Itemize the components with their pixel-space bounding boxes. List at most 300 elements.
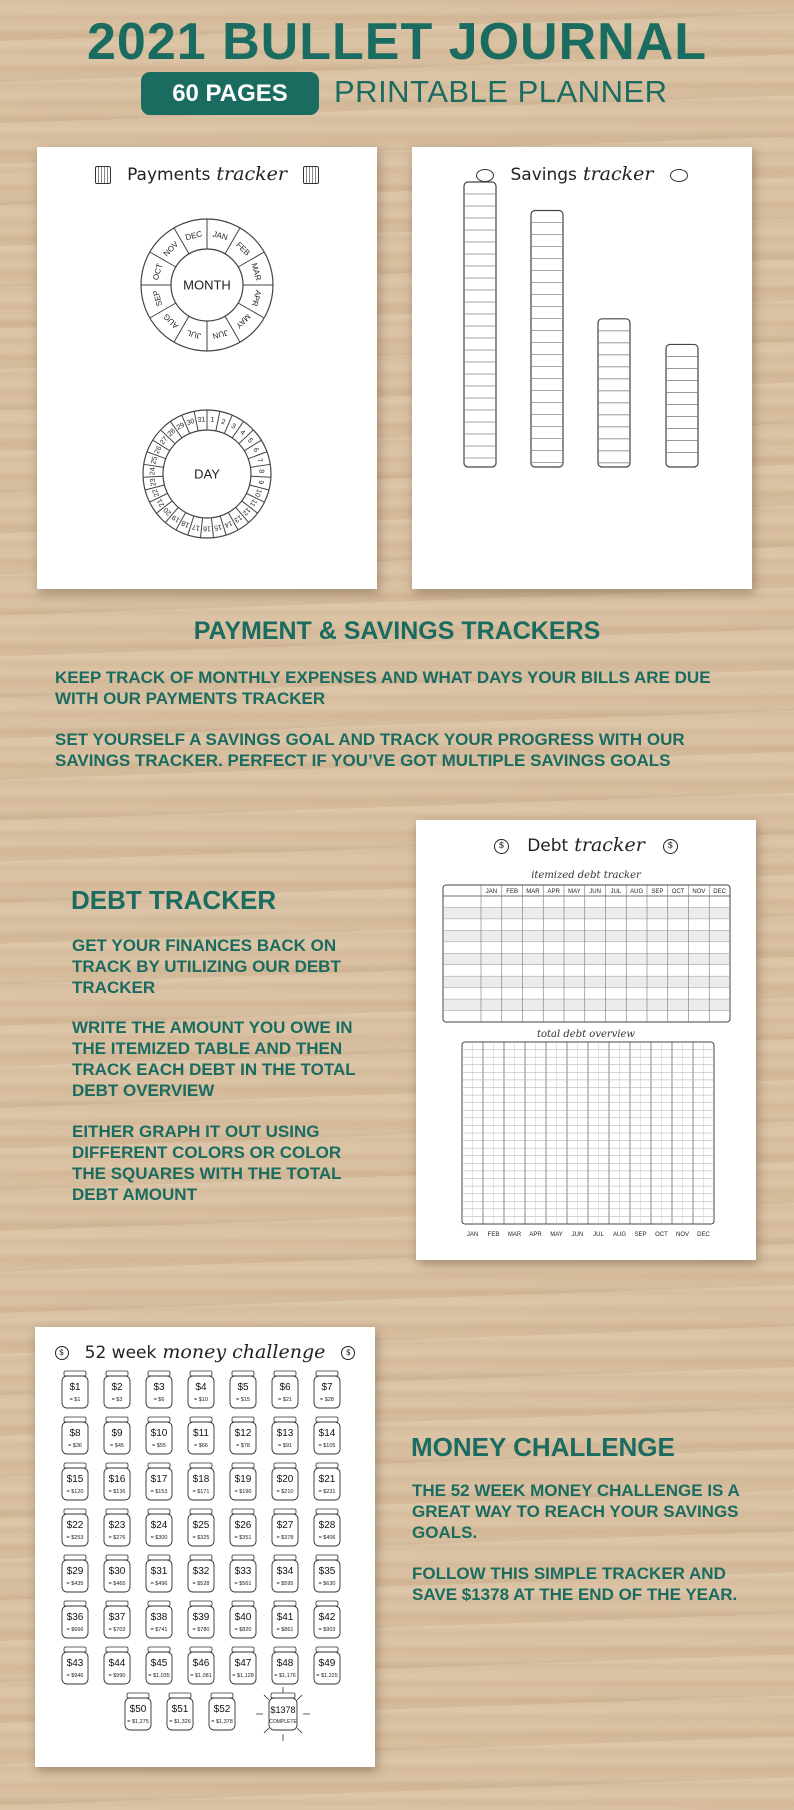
- jar: [167, 1693, 193, 1730]
- jar-amount: $20: [276, 1474, 294, 1485]
- jar-amount: $35: [318, 1566, 336, 1577]
- jar: [188, 1417, 214, 1454]
- month-wheel-label: DEC: [184, 229, 204, 243]
- jar-running-total: = $15: [236, 1397, 250, 1403]
- month-wheel-center-label: MONTH: [183, 277, 231, 293]
- day-wheel: [143, 410, 271, 538]
- jar-lid: [106, 1509, 128, 1514]
- jar-running-total: = $91: [278, 1443, 292, 1449]
- jar-running-total: = $990: [108, 1673, 126, 1679]
- jar: [146, 1463, 172, 1500]
- savings-bar-outline: [666, 344, 698, 467]
- itemized-caption: itemized debt tracker: [531, 870, 641, 881]
- month-wheel-label: APR: [249, 289, 263, 308]
- challenge-jars: [35, 1327, 375, 1767]
- jar: [272, 1647, 298, 1684]
- final-jar-ray: [264, 1695, 269, 1700]
- payments-tracker-sheet: [37, 147, 377, 589]
- challenge-description-1: THE 52 WEEK MONEY CHALLENGE IS A GREAT WAY TO REACH YOUR SAVINGS GOALS.: [412, 1481, 740, 1542]
- jar-amount: $29: [66, 1566, 84, 1577]
- day-wheel-divider: [224, 415, 232, 433]
- itemized-month-label: FEB: [506, 889, 518, 895]
- jar-running-total: = $351: [234, 1535, 252, 1541]
- jar-lid: [274, 1509, 296, 1514]
- jar: [272, 1417, 298, 1454]
- money-challenge-sheet: [35, 1327, 375, 1767]
- jar-amount: $21: [318, 1474, 336, 1485]
- debt-sheet-title: $ Debt tracker $: [416, 834, 756, 856]
- day-wheel-label: 30: [186, 417, 196, 427]
- jar: [230, 1417, 256, 1454]
- day-wheel-divider: [216, 411, 220, 431]
- jar: [188, 1555, 214, 1592]
- jar-lid: [106, 1417, 128, 1422]
- jar: [62, 1371, 88, 1408]
- day-wheel-label: 19: [170, 513, 182, 524]
- day-wheel-label: 5: [245, 437, 254, 445]
- jar: [146, 1417, 172, 1454]
- day-wheel-divider: [248, 452, 267, 459]
- jar-amount: $47: [234, 1658, 252, 1669]
- challenge-description-2: FOLLOW THIS SIMPLE TRACKER AND SAVE $1378 AT THE END OF THE YEAR.: [412, 1564, 738, 1604]
- jar: [104, 1509, 130, 1546]
- overview-month-label: APR: [529, 1232, 542, 1238]
- jar-amount: $5: [237, 1382, 249, 1393]
- jar: [62, 1463, 88, 1500]
- savings-bar: [598, 319, 630, 467]
- itemized-row-shade: [444, 953, 729, 964]
- jar-lid: [190, 1601, 212, 1606]
- jar-lid: [64, 1417, 86, 1422]
- jar-running-total: = $231: [318, 1489, 336, 1495]
- itemized-month-label: DEC: [713, 889, 726, 895]
- savings-bar: [666, 344, 698, 467]
- jar-amount: $51: [171, 1704, 189, 1715]
- jar-amount: $24: [150, 1520, 168, 1531]
- jar: [230, 1647, 256, 1684]
- jar-amount: $6: [279, 1382, 291, 1393]
- jar-amount: $3: [153, 1382, 165, 1393]
- jar-lid: [148, 1509, 170, 1514]
- jar-lid: [64, 1555, 86, 1560]
- jar-amount: $30: [108, 1566, 126, 1577]
- itemized-row-shade: [444, 930, 729, 941]
- debt-description-1: GET YOUR FINANCES BACK ON TRACK BY UTILIZING OUR DEBT TRACKER: [72, 936, 341, 997]
- final-jar: [256, 1687, 310, 1741]
- challenge-sheet-title: $ 52 week money challenge $: [35, 1341, 375, 1363]
- jar-amount: $34: [276, 1566, 294, 1577]
- day-wheel-label: 26: [153, 445, 164, 456]
- section-heading-debt: DEBT TRACKER: [71, 885, 277, 915]
- overview-month-label: DEC: [697, 1232, 710, 1238]
- jar: [272, 1463, 298, 1500]
- jar-running-total: = $1,326: [169, 1719, 191, 1725]
- jar-amount: $36: [66, 1612, 84, 1623]
- jar-running-total: = $28: [320, 1397, 334, 1403]
- month-wheel-label: AUG: [161, 311, 181, 331]
- itemized-month-label: NOV: [692, 889, 706, 895]
- jar-running-total: = $120: [66, 1489, 84, 1495]
- month-wheel-label: OCT: [151, 262, 165, 282]
- itemized-month-label: JAN: [485, 889, 498, 895]
- subtitle: PRINTABLE PLANNER: [334, 74, 668, 109]
- jar-amount: $31: [150, 1566, 168, 1577]
- day-wheel-label: 23: [149, 477, 158, 487]
- month-wheel-label: JUN: [211, 327, 229, 341]
- jar-amount: $25: [192, 1520, 210, 1531]
- jar-amount: $32: [192, 1566, 210, 1577]
- dollar-coin-icon: $: [55, 1346, 69, 1360]
- jar: [230, 1509, 256, 1546]
- day-wheel-divider: [250, 464, 270, 467]
- debt-tables: [416, 820, 756, 1260]
- day-wheel-label: 18: [180, 518, 191, 529]
- final-jar-ray: [297, 1695, 302, 1700]
- jar: [104, 1555, 130, 1592]
- jar-running-total: = $6: [153, 1397, 165, 1403]
- final-jar-ray: [297, 1728, 302, 1733]
- jar-running-total: = $36: [68, 1443, 82, 1449]
- itemized-month-label: APR: [547, 889, 560, 895]
- jar-running-total: = $630: [318, 1581, 336, 1587]
- jar: [209, 1693, 235, 1730]
- jar-running-total: = $1,225: [316, 1673, 338, 1679]
- jar: [62, 1601, 88, 1638]
- jar-lid: [148, 1371, 170, 1376]
- jar-running-total: = $780: [192, 1627, 210, 1633]
- jar-running-total: = $465: [108, 1581, 126, 1587]
- jar-lid: [274, 1417, 296, 1422]
- pages-badge: 60 PAGES: [141, 72, 319, 115]
- jar-lid: [106, 1647, 128, 1652]
- jar: [62, 1509, 88, 1546]
- jar-lid: [190, 1371, 212, 1376]
- jar-running-total: = $153: [150, 1489, 168, 1495]
- jar-lid: [316, 1601, 338, 1606]
- jar-running-total: = $435: [66, 1581, 84, 1587]
- debt-description-3: EITHER GRAPH IT OUT USING DIFFERENT COLORS OR COLOR THE SQUARES WITH THE TOTAL DEBT AMOUNT: [72, 1122, 342, 1204]
- day-wheel-label: 14: [223, 518, 234, 529]
- savings-bar-outline: [598, 319, 630, 467]
- jar-running-total: = $741: [150, 1627, 168, 1633]
- day-wheel-label: 17: [191, 522, 201, 532]
- jar-amount: $2: [111, 1382, 123, 1393]
- jar: [188, 1463, 214, 1500]
- jar-running-total: = $820: [234, 1627, 252, 1633]
- jar-amount: $26: [234, 1520, 252, 1531]
- jar-amount: $45: [150, 1658, 168, 1669]
- jar: [230, 1371, 256, 1408]
- itemized-table: [443, 885, 730, 1022]
- jar-running-total: = $595: [276, 1581, 294, 1587]
- jar-lid: [148, 1647, 170, 1652]
- jar-amount: $42: [318, 1612, 336, 1623]
- jar-running-total: = $1,128: [232, 1673, 254, 1679]
- section-heading-payments: PAYMENT & SAVINGS TRACKERS: [193, 617, 601, 645]
- jar-lid: [64, 1601, 86, 1606]
- jar-amount: $13: [276, 1428, 294, 1439]
- jar-running-total: = $1,035: [148, 1673, 170, 1679]
- itemized-month-label: OCT: [671, 889, 685, 895]
- jar-lid: [190, 1463, 212, 1468]
- jar: [188, 1371, 214, 1408]
- jar-lid: [316, 1509, 338, 1514]
- jar-running-total: = $1,275: [127, 1719, 149, 1725]
- savings-bar-outline: [464, 182, 496, 467]
- jar: [62, 1555, 88, 1592]
- jar-running-total: = $903: [318, 1627, 336, 1633]
- overview-month-label: FEB: [487, 1232, 500, 1238]
- jar-amount: $19: [234, 1474, 252, 1485]
- jar-running-total: = $55: [152, 1443, 166, 1449]
- payments-sheet-title: Payments tracker: [37, 163, 377, 185]
- day-wheel-label: 28: [166, 427, 178, 439]
- overview-month-label: JUL: [593, 1232, 604, 1238]
- jar: [272, 1601, 298, 1638]
- jar: [104, 1371, 130, 1408]
- jar: [314, 1647, 340, 1684]
- jar-lid: [316, 1647, 338, 1652]
- jar: [230, 1555, 256, 1592]
- jar-lid: [211, 1693, 233, 1698]
- jar-lid: [148, 1601, 170, 1606]
- jar-lid: [316, 1371, 338, 1376]
- jar-running-total: = $703: [108, 1627, 126, 1633]
- jar: [314, 1417, 340, 1454]
- jar-amount: $8: [69, 1428, 81, 1439]
- jar-amount: $44: [108, 1658, 126, 1669]
- jar-amount: $12: [234, 1428, 252, 1439]
- debt-tracker-sheet: [416, 820, 756, 1260]
- jar-amount: $14: [318, 1428, 336, 1439]
- overview-month-label: AUG: [612, 1232, 627, 1238]
- jar-lid: [106, 1601, 128, 1606]
- jar: [188, 1509, 214, 1546]
- overview-month-label: SEP: [634, 1232, 647, 1238]
- jar: [146, 1601, 172, 1638]
- jar-lid: [169, 1693, 191, 1698]
- jar-running-total: = $136: [108, 1489, 126, 1495]
- jar-amount: $38: [150, 1612, 168, 1623]
- jar-running-total: = $378: [276, 1535, 294, 1541]
- itemized-row-shade: [444, 999, 729, 1010]
- jar-lid: [127, 1693, 149, 1698]
- overview-month-label: JAN: [466, 1232, 479, 1238]
- itemized-month-label: JUN: [589, 889, 601, 895]
- day-wheel-label: 31: [197, 416, 206, 425]
- jar-lid: [148, 1555, 170, 1560]
- overview-month-label: JUN: [571, 1232, 584, 1238]
- jar: [314, 1371, 340, 1408]
- jar: [272, 1509, 298, 1546]
- jar: [272, 1371, 298, 1408]
- jar-lid: [148, 1463, 170, 1468]
- jar-running-total: = $861: [276, 1627, 294, 1633]
- jar-running-total: = $406: [318, 1535, 336, 1541]
- jar-lid: [190, 1555, 212, 1560]
- day-wheel-label: 13: [232, 513, 244, 524]
- jar-running-total: = $21: [278, 1397, 292, 1403]
- savings-bars: [412, 147, 752, 589]
- savings-sheet-title: Savings tracker: [412, 163, 752, 185]
- final-jar-lid: [271, 1693, 295, 1698]
- dollar-coin-icon: $: [341, 1346, 355, 1360]
- day-wheel-label: 10: [253, 487, 263, 498]
- savings-bar: [464, 182, 496, 467]
- jar-amount: $17: [150, 1474, 168, 1485]
- jar: [314, 1601, 340, 1638]
- day-wheel-label: 11: [247, 497, 258, 508]
- day-wheel-label: 9: [256, 479, 265, 485]
- final-jar-amount: $1378: [270, 1705, 296, 1715]
- jar: [272, 1555, 298, 1592]
- month-wheel-label: MAR: [249, 262, 263, 282]
- jar-lid: [274, 1371, 296, 1376]
- savings-bar-outline: [531, 211, 563, 468]
- day-wheel-label: 16: [203, 524, 211, 532]
- day-wheel-label: 3: [229, 422, 237, 431]
- jar-running-total: = $45: [110, 1443, 124, 1449]
- jar: [104, 1417, 130, 1454]
- day-wheel-divider: [251, 476, 271, 477]
- day-wheel-label: 29: [175, 421, 186, 432]
- jar: [62, 1647, 88, 1684]
- jar-running-total: = $1: [69, 1397, 81, 1403]
- overview-month-label: MAR: [507, 1232, 522, 1238]
- jar-amount: $39: [192, 1612, 210, 1623]
- month-wheel-label: SEP: [151, 289, 165, 308]
- jar-amount: $33: [234, 1566, 252, 1577]
- jar-running-total: = $496: [150, 1581, 168, 1587]
- jar-running-total: = $666: [66, 1627, 84, 1633]
- final-jar-label: COMPLETE: [269, 1719, 297, 1725]
- section-heading-challenge: MONEY CHALLENGE: [411, 1432, 675, 1462]
- day-wheel-label: 25: [150, 455, 160, 466]
- jar-amount: $40: [234, 1612, 252, 1623]
- jar-running-total: = $1,081: [190, 1673, 212, 1679]
- savings-bar: [531, 211, 563, 468]
- month-wheel-label: NOV: [161, 239, 181, 259]
- jar-running-total: = $171: [192, 1489, 210, 1495]
- month-wheel-label: FEB: [234, 240, 252, 258]
- jar-lid: [232, 1555, 254, 1560]
- day-wheel-label: 4: [238, 429, 246, 437]
- jar: [188, 1647, 214, 1684]
- jar: [146, 1371, 172, 1408]
- jar-running-total: = $253: [66, 1535, 84, 1541]
- month-wheel-label: JAN: [211, 229, 229, 243]
- jar-running-total: = $1,176: [274, 1673, 296, 1679]
- day-wheel-label: 1: [210, 416, 215, 424]
- jar-lid: [148, 1417, 170, 1422]
- day-wheel-label: 15: [213, 522, 223, 532]
- jar-running-total: = $10: [194, 1397, 208, 1403]
- jar: [146, 1647, 172, 1684]
- jar-amount: $18: [192, 1474, 210, 1485]
- savings-description: SET YOURSELF A SAVINGS GOAL AND TRACK YOUR PROGRESS WITH OUR SAVINGS TRACKER. PERFECT IF YOU’VE GOT MULTIPLE SAVINGS GOALS: [55, 730, 685, 770]
- jar-amount: $16: [108, 1474, 126, 1485]
- itemized-month-label: SEP: [651, 889, 664, 895]
- jar-amount: $1: [69, 1382, 81, 1393]
- itemized-row-shade: [444, 976, 729, 987]
- day-wheel-center-label: DAY: [194, 466, 220, 482]
- jar-lid: [106, 1371, 128, 1376]
- jar-amount: $27: [276, 1520, 294, 1531]
- itemized-month-label: MAY: [568, 889, 581, 895]
- jar: [104, 1647, 130, 1684]
- jar-running-total: = $105: [318, 1443, 336, 1449]
- jar: [125, 1693, 151, 1730]
- jar-running-total: = $210: [276, 1489, 294, 1495]
- jar-amount: $52: [213, 1704, 231, 1715]
- jar: [146, 1555, 172, 1592]
- jar-lid: [316, 1555, 338, 1560]
- jar-lid: [64, 1647, 86, 1652]
- jar-running-total: = $325: [192, 1535, 210, 1541]
- page-title: 2021 BULLET JOURNAL: [87, 13, 707, 71]
- itemized-month-label: JUL: [610, 889, 622, 895]
- jar: [188, 1601, 214, 1638]
- jar-lid: [232, 1371, 254, 1376]
- jar-running-total: = $946: [66, 1673, 84, 1679]
- jar-lid: [190, 1509, 212, 1514]
- day-wheel-label: 22: [151, 487, 161, 498]
- overview-month-label: NOV: [675, 1232, 690, 1238]
- day-wheel-label: 24: [149, 467, 157, 476]
- jar-lid: [274, 1601, 296, 1606]
- day-wheel-label: 20: [162, 505, 174, 517]
- jar: [62, 1417, 88, 1454]
- jar-lid: [274, 1647, 296, 1652]
- day-wheel-divider: [143, 476, 163, 477]
- jar-amount: $4: [195, 1382, 207, 1393]
- jar-running-total: = $78: [236, 1443, 250, 1449]
- jar-amount: $9: [111, 1428, 123, 1439]
- jar-lid: [190, 1417, 212, 1422]
- day-wheel-label: 7: [255, 457, 264, 464]
- month-wheel: [141, 219, 273, 351]
- jar-amount: $23: [108, 1520, 126, 1531]
- jar-lid: [232, 1509, 254, 1514]
- jar-lid: [106, 1463, 128, 1468]
- jar-amount: $37: [108, 1612, 126, 1623]
- jar-amount: $10: [150, 1428, 168, 1439]
- jar-lid: [64, 1509, 86, 1514]
- jar-running-total: = $66: [194, 1443, 208, 1449]
- day-wheel-label: 21: [156, 497, 167, 508]
- jar-amount: $48: [276, 1658, 294, 1669]
- day-wheel-label: 2: [220, 418, 227, 427]
- final-jar-ray: [264, 1728, 269, 1733]
- jar-lid: [316, 1417, 338, 1422]
- jar-lid: [274, 1463, 296, 1468]
- jar-running-total: = $190: [234, 1489, 252, 1495]
- jar-amount: $22: [66, 1520, 84, 1531]
- jar-running-total: = $1,378: [211, 1719, 233, 1725]
- jar-running-total: = $3: [111, 1397, 123, 1403]
- month-wheel-label: MAY: [233, 311, 253, 331]
- jar-amount: $46: [192, 1658, 210, 1669]
- jar: [146, 1509, 172, 1546]
- jar-lid: [190, 1647, 212, 1652]
- jar: [104, 1601, 130, 1638]
- jar: [230, 1463, 256, 1500]
- debt-description-2: WRITE THE AMOUNT YOU OWE IN THE ITEMIZED TABLE AND THEN TRACK EACH DEBT IN THE TOTAL DEBT OVERVIEW: [72, 1018, 356, 1100]
- jar-running-total: = $276: [108, 1535, 126, 1541]
- overview-grid: [462, 1042, 714, 1238]
- overview-month-label: MAY: [550, 1232, 563, 1238]
- jar: [314, 1463, 340, 1500]
